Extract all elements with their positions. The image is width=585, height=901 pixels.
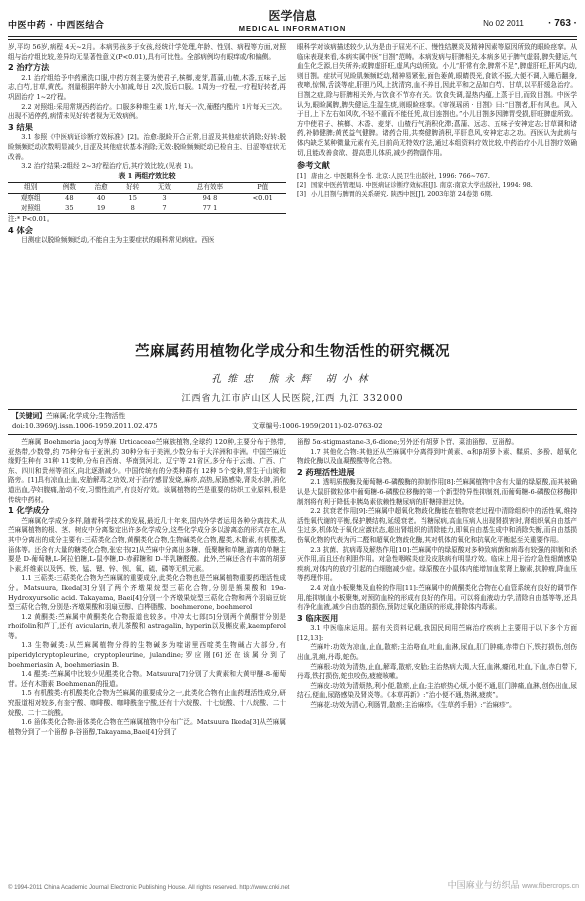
efficacy-table: [8, 182, 286, 214]
table-cell: 对照组: [20, 203, 41, 212]
doi-line: doi:10.3969/j.issn.1006-1959.2011.02.475: [12, 422, 158, 430]
header-rule: [8, 36, 577, 37]
body-paragraph: 苎麻属 Boehmeria jacq为荨麻 Urticaceae苎麻族植物,全球约 120种,主要分布于热带,亚热带,少数带,约 75种分布于亚洲,约 30种分布于美洲,少数分布于大洋洲和非洲。中国苎麻近缘野生种有 31种 11变种,分布自西南、华南到河北、辽宁等 21省区,多分布于云南、广西、广东、四川和贵州等省区,向北逐渐减少。中国传统有的分类种群有 12种 5个变种,常生于山坡和路旁。[1]具有凉血止血,安胎解毒之功效,对于治疗感冒发烧,麻疹,高热,尿路感染,肾炎水肿,消化道出血,孕妇腹痛,胎动不安,习惯性流产,有良好疗效。该属植物的苎是重要的纺织工业原料,根是传统中药材。: [8, 438, 286, 504]
table-cell: 15: [128, 193, 137, 202]
reference-text: 小儿目劄与脾胃的关系研究. 陕西中医[J], 2003年第 24卷第 6期.: [311, 190, 493, 198]
body-paragraph: 1.3 生物碱类:从苎麻属植物分得的生物碱多为喹诺里西啶类生物碱占大部分,有 piperidylcryptopleurine, cryptopleurine, julandine;罗应刚[6]还在该属分到了 boehmeriasin A, boehmeriasin B.: [8, 641, 286, 669]
prev-para: 3.1 参照《中医病证诊断疗效标准》[2]。治愈:脱睑开合正常,目涩及其他症状消除;好转:脱睑频频眨动次数明显减少,目涩及其他症状基本消除;无效:脱睑频频眨动已检自主、目涩等症状无改善。: [8, 133, 286, 161]
section-heading: 4 体会: [8, 224, 33, 235]
table-cell: 3: [162, 193, 167, 202]
body-paragraph: 1.4 醌类:苎麻属中比较少见醌类化合物。Matsuura[7]分别了大黄素和大黄甲醚-8-葡萄苷。还有木脂素 Boehmenan的报道。: [8, 670, 286, 688]
section-heading: 1 化学成分: [8, 505, 50, 516]
prev-para: 2.1 治疗组给予中药熏洗口服,中药方剂主要为使君子,槟榔,麦芽,菖蒲,山楂,木香,五味子,远志,白芍,甘草,黄芪。剂量根据年龄大小加减,每日 2次,饭后口服。1周为一疗程,一疗程好转者,再巩固治疗 1~2疗程。: [8, 73, 286, 101]
prev-para: 3.2 治疗结果:2组经 2~3疗程治疗后,其疗效比较,(见表 1)。: [21, 162, 198, 171]
table-cell: 94 8: [202, 193, 218, 202]
prev-para: 目测症以脱睑频频眨动,不能自主为主要症状的眼科常见病症。西医: [21, 236, 215, 245]
reference-text: 唐由之. 中医眼科全书. 北京:人民卫生出版社, 1996: 766~767.: [311, 172, 490, 180]
journal-name-en: MEDICAL INFORMATION: [238, 24, 347, 33]
body-paragraph: 苎麻花:功效为清心,利肠胃,散瘀;主治麻疹。《生草药手册》:“治麻疹”。: [310, 701, 516, 710]
prev-article-right-column: [297, 43, 577, 199]
prev-para: 眼科学对该病描述较少,认为是由于屈光不正、慢性结膜炎及精神因素等原因所致的眼睑痉挛。从临床表现来看,本病实属中医“目劄”范畴。本病发病与肝脾相关,本病多见于脾气虚弱,脾失健运,气血生化乏源,目失所养;或脾虚肝旺,虚风内动所致。小儿“肝常有余,脾常不足”,脾虚肝旺,肝风内动,则目劄。症状可见睑肌频频眨动,精神易紧张,面色萎黄,眼睛畏光,食欲不振,大便不调,入睡后翻身,夜啼,惊惕,舌淡等症,肝胆乃风,上扰清窍,血不养目,因此平和之品如白芍、甘草,以平肝缓急治疗。目劄之症,除与肝脾相关外,与饮食不节亦有关。饮食失调,湿热内蕴,上蒸于目,而致目劄。中医学认为,眼睑属脾,脾失健运,生湿生痰,则眼睑痉挛。《审视瑶函 · 目劄》曰:“目劄者,肝有风也。风入于目,上下左右如风吹,不轻不重而不能任凭,故目连劄也。”小儿目劄多因脾胃受损,肝旺脾虚所致。方中使君子、槟榔、木香、麦芽、山楂行气消积化滞;菖蒲、远志、五味子安神定志;甘草调和诸药,补肺健脾;黄芪益气健脾。诸药合用,共奏健脾消积,平肝息风,安神定志之功。西医认为此病与体内缺乏某种微量元素有关,目前尚无特效疗法,通过本组资料疗效比较,中药治疗小儿目劄疗效确切,且能改善食欲、提高患儿体质,减少药物副作用。: [297, 43, 577, 157]
references-heading: 参考文献: [297, 160, 330, 171]
issue-number: No 02 2011: [483, 19, 524, 28]
table-row: [8, 204, 286, 214]
journal-name-cn: 医学信息: [268, 9, 317, 23]
table-header-cell: 无效: [157, 183, 172, 192]
table-header-cell: 组别: [24, 183, 38, 192]
keyword-rule-top: [8, 409, 577, 410]
table-cell: 7: [162, 203, 167, 212]
body-paragraph: 1.1 三萜类:三萜类化合物为苎麻属的重要成分,此类化合物也是苎麻属植物重要药理活性成分。Matsuura, Ikeda[3]分别了两个齐墩果烷型三萜化合物,分别是熊果酸和 19α-Hydroxyursolic acid. Takayama, Baei[4]分别一个齐墩果烷型三萜化合物和两个羽扇豆烷型三萜化合物,分别是:齐墩果酸和羽扇豆醇、白桦脂酸、boehmerone, boehmerol: [8, 574, 286, 612]
section-heading: 2 治疗方法: [8, 62, 50, 73]
article-number: 文章编号:1006-1959(2011)-02-0763-02: [252, 422, 383, 430]
page-number: · 763 ·: [548, 18, 577, 29]
watermark: [448, 878, 579, 891]
table-header-cell: 好转: [126, 183, 140, 192]
prev-article-left-column: [8, 43, 286, 246]
article-title-block: [8, 340, 577, 404]
table-cell: 8: [130, 203, 135, 212]
body-paragraph: 2.3 抗菌、抗病毒及解热作用[10]:苎麻属中的绿原酸对多种致病菌和病毒有较强的抑制和杀灭作用,而且还有利胆作用。对急性咽喉炎症及皮肤病有明显疗效。临床上用于治疗急性细菌感染疾病,对体内的放疗引起的白细胞减少症。绿原酸在小鼠体内能增加血浆肾上腺素,抗肿瘤,降血压等药理作用。: [297, 545, 577, 583]
article-left-column: [8, 438, 286, 737]
copyright-footer: © 1994-2011 China Academic Journal Electronic Publishing House. All rights reserved. http://www.cnki.net: [8, 885, 290, 891]
reference-item: [297, 190, 577, 199]
table-cell: [240, 204, 286, 214]
table-cell: 40: [96, 193, 106, 202]
body-paragraph: 2.2 抗衰老作用[9]:苎麻属中超氧化物歧化酶能在植物衰老过程中清除组织中的活性氧,维持活性氧代谢的平衡,保护膜结构,延缓衰老。当糖尿病,高血压病人出现肾损害时,肾组织氧自由基产生过多,机体处于氧化应激状态,超出肾组织的清除能力,即氧自由基生成中和消除失衡,而自由基损伤氧化物的代表为丙二醛和超氧化物歧化酶,其对机体的氧化和抗氧化平衡起至关重要作用。: [297, 507, 577, 544]
section-label: 中医中药 · 中西医结合: [8, 21, 105, 31]
issue-info: [483, 18, 577, 29]
table-cell: <0.01: [252, 193, 273, 202]
keywords-block: [12, 411, 577, 430]
body-paragraph: 1.5 有机酸类:有机酸类化合物为苎麻属的重要成分之一,此类化合物有止血药理活性成分,研究报道相对较多,有奎宁酸、咖啡酸、咖啡酰奎宁酸,还有十六烷酸、十七烷酸、十八烷酸、二十烷酸、二十二烷酸。: [8, 689, 286, 717]
reference-number: [3]: [297, 190, 306, 198]
article-authors: 孔维忠 熊永辉 胡小林: [211, 374, 374, 385]
body-paragraph: 3.1 中医临床运用。据有关资料记载,我国民间用苎麻治疗疾病上主要用于以下多个方面[12,13]:: [297, 624, 577, 642]
table-note: 注:* P<0.01。: [8, 215, 54, 224]
section-heading: 3 临床医用: [297, 612, 339, 623]
table-cell: 48: [65, 193, 74, 202]
body-paragraph: 苎麻皮:功效为清烦热,利小便,散瘀,止血;主治瘀热心烦,小便不通,肛门肿痛,血淋,创伤出血,尿结石,便血,尿路感染及肾炎等。《本草再新》:“治小便不通,热淋,疲痰”。: [297, 681, 577, 700]
article-title: 苎麻属药用植物化学成分和生物活性的研究概况: [135, 344, 450, 360]
body-paragraph: 2.4 对血小板聚集及血栓的作用[11]:苎麻属中的黄酮类化合物在心血管系统有良好的调节作用,能抑制血小板聚集,对预防血栓的形成有良好的作用。可以将血液动力学,清除自由基等等,还具有净化血液,减少自由基的损伤,预防过氧化脂质的形成,排除体内毒素。: [297, 583, 577, 612]
header-rule-thin: [8, 39, 577, 40]
table-row: [8, 193, 286, 203]
keywords-label: 【关键词】: [12, 412, 46, 420]
table-cell: 19: [96, 203, 106, 212]
body-paragraph: 苎麻根:功效为清热,止血,解毒,散瘀,安胎;主治热病大渴,大狂,血淋,癃闭,吐血,下血,赤白带下,丹毒,铁打损伤,蛇虫咬伤,疲疲咳嗽。: [297, 662, 577, 681]
body-paragraph: 1.6 甾体类化合物:甾体类化合物在苎麻属植物中分布广泛。Matsuura Ikeda[3]从苎麻属植物分到了一个甾醇 β-谷甾醇,Takayama,Baei[4]分到了: [8, 718, 286, 736]
table-header-cell: 例数: [62, 183, 76, 192]
article-affiliation: 江西省九江市庐山区人民医院,江西 九江 332000: [181, 394, 404, 404]
reference-number: [2]: [297, 181, 306, 189]
table-caption: 表 1 两组疗效比较: [118, 171, 176, 180]
prev-para: 岁,平均 56岁,病程 4天~2月。本病男孩多于女孩,经统计学处理,年龄、性别、病程等方面,对照组与治疗组比较,差异均无显著性意义(P<0.01),具有可比性。全部病例均有眼痒或/和偏侧。: [8, 43, 286, 61]
watermark-url: www.fibercrops.cn: [522, 883, 579, 890]
reference-number: [1]: [297, 172, 306, 180]
body-paragraph: 苎麻属化学成分多样,随着科学技术的发展,最近几十年来,国内外学者运用各种分离技术,从苎麻属植物的根、茎、树皮中分离鉴定出许多化学成分,这些化学成分多以游离态的形式存在,从其中分离出的成分主要有:三萜类化合物,黄酮类化合物,生物碱类化合物,醌类,木脂素,有机酸类,甾体等。还含有大量的糖类化合物,张宏书[2]从苎麻中分离出多糖、低聚糖和单糖,游离的单糖主要是 D-葡萄糖,L-阿拉伯糖,L-鼠李糖,D-赤藓糖和 D-半乳糖醛酸。此外,苎麻还含有丰富的胡萝卜素,纤维素以及钙、铁、锰、锶、锌、钡、氧、硫、磷等无机元素。: [8, 516, 286, 573]
watermark-text: 中国麻业与纺织品: [447, 880, 520, 890]
table-header-cell: P值: [257, 183, 269, 192]
body-paragraph: 1.2 黄酮类:苎麻属中黄酮类化合物报道也较多。中冲太七郎[5]分别两个黄酮苷分别是 rhoifolin和芦丁,还有 avicularin,表儿茶酸和 astragalin, hyperin以及槲皮素,kaempferol等。: [8, 612, 286, 640]
keyword-rule-bottom: [8, 434, 577, 435]
body-paragraph: 1.7 其他化合物:其他还从苎麻属中分离得到叶黄素、α和β胡萝卜素、鞣质、多酚、超氧化物歧化酶以及血凝酸酸等化合物。: [297, 447, 577, 466]
prev-para: 2.2 对照组:采用常规西药治疗。口服多种维生素 1片,每天一次,葡醛内酯片 1片每天三次。出现不适停药,病情未见好转者视为无效病例。: [8, 102, 286, 121]
table-cell: 77 1: [202, 203, 218, 212]
reference-text: 国家中医药管理局. 中医病证诊断疗效标准[J]. 南京:南京大学出版社, 1994: 98.: [311, 181, 533, 189]
section-heading: 2 药理活性进展: [297, 466, 355, 477]
table-cell: 35: [65, 203, 74, 212]
body-paragraph: 2.1 透明质酸酶及葡萄糖-6-磷酸酶的抑制作用[8]:苎麻属植物中含有大量的绿原酸,而其被确认是大鼠肝微粒体中葡萄糖-6-磷酸位移酶的第一个新型特异性抑制剂,而葡萄糖-6-磷酸位移酶抑制剂将有利于降低非胰岛素依赖性糖尿病的肝糖排泄过快。: [297, 478, 577, 506]
table-header-row: [8, 183, 286, 194]
table-cell: 观察组: [20, 193, 41, 202]
keywords-text: 苎麻属;化学成分;生物活性: [45, 412, 126, 420]
reference-list: [297, 172, 577, 199]
table-header-cell: 总有效率: [196, 183, 224, 192]
section-heading: 3 结果: [8, 121, 33, 132]
reference-item: [297, 181, 577, 190]
reference-item: [297, 172, 577, 181]
running-header: [8, 6, 577, 36]
table-header-cell: 治愈: [94, 183, 108, 192]
body-paragraph: 苎麻叶:功效为凉血,止血,散瘀;主治咯血,吐血,血淋,尿血,肛门肿痛,赤带白下,铁打损伤,创伤出血,乳痈,丹毒,蛇伤。: [297, 643, 577, 662]
article-right-column: [297, 438, 577, 711]
body-paragraph: 甾醇 5α-stigmastane-3,6-dione;另外还有胡萝卜苷、菜油甾醇、豆甾醇。: [297, 438, 519, 446]
